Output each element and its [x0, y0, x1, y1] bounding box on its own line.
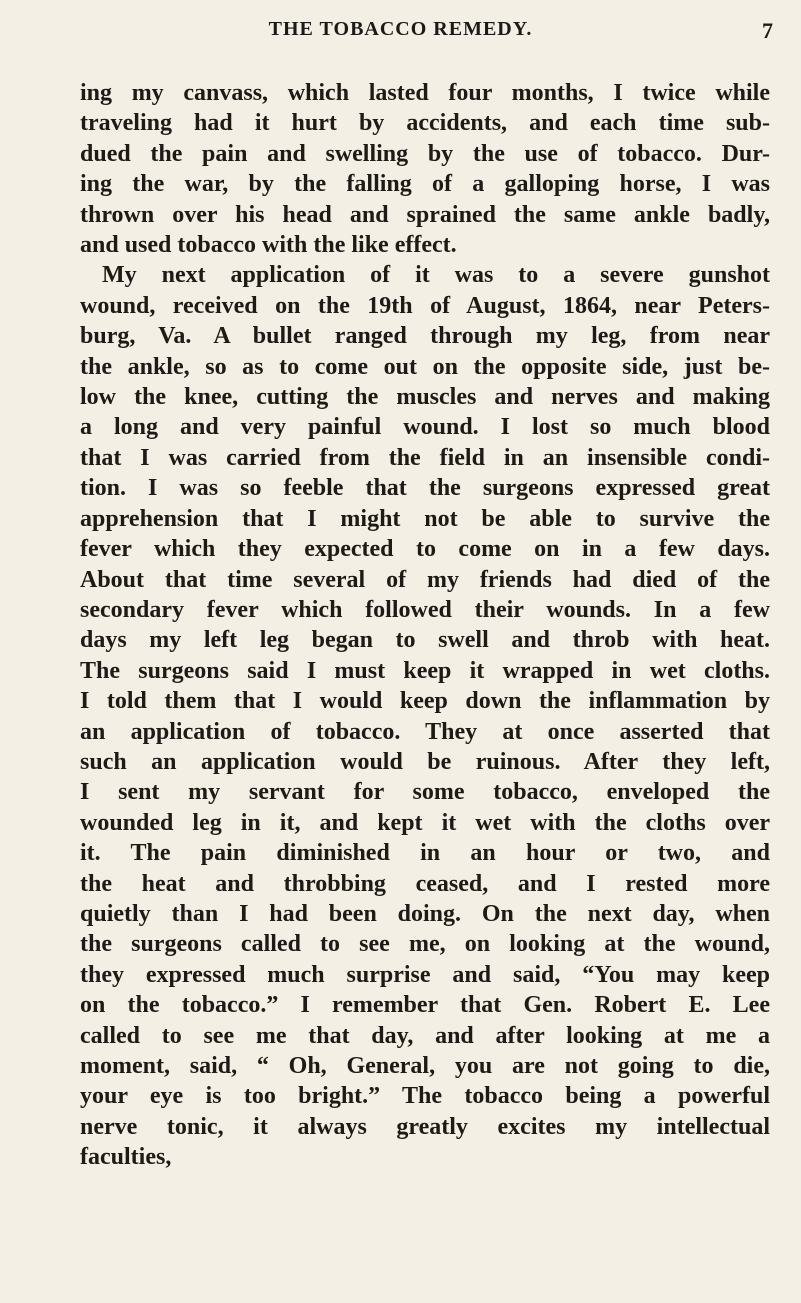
- text-line: a long and very painful wound. I lost so much blood: [80, 414, 770, 441]
- text-line: nerve tonic, it always greatly excites my intellectual: [80, 1113, 770, 1140]
- text-line: and used tobacco with the like effect.: [80, 232, 457, 259]
- text-line: they expressed much surprise and said, “You may keep: [80, 961, 770, 988]
- text-line: moment, said, “ Oh, General, you are not going to die,: [80, 1053, 770, 1079]
- text-line: the heat and throbbing ceased, and I rested more: [80, 870, 770, 897]
- text-line: My next application of it was to a severe gunshot: [102, 262, 770, 289]
- page-number: 7: [762, 18, 773, 43]
- text-line: I sent my servant for some tobacco, enveloped the: [80, 779, 770, 806]
- text-line: such an application would be ruinous. After they left,: [80, 748, 770, 775]
- text-line: an application of tobacco. They at once asserted that: [80, 718, 770, 745]
- text-line: ing the war, by the falling of a galloping horse, I was: [80, 171, 770, 198]
- text-line: fever which they expected to come on in a few days.: [80, 536, 770, 563]
- text-line: your eye is too bright.” The tobacco being a powerful: [80, 1083, 770, 1110]
- text-line: The surgeons said I must keep it wrapped in wet cloths.: [80, 657, 770, 684]
- body-text: [80, 78, 770, 1173]
- text-line: wound, received on the 19th of August, 1864, near Peters-: [80, 292, 770, 319]
- text-line: dued the pain and swelling by the use of tobacco. Dur-: [80, 140, 770, 167]
- text-line: thrown over his head and sprained the same ankle badly,: [80, 201, 770, 228]
- paragraph-2: [80, 260, 770, 1172]
- text-line: apprehension that I might not be able to survive the: [80, 505, 770, 532]
- page-header: [0, 18, 801, 44]
- text-line: low the knee, cutting the muscles and nerves and making: [80, 384, 770, 411]
- text-line: it. The pain diminished in an hour or two, and: [80, 840, 770, 867]
- paragraph-1: [80, 78, 770, 260]
- text-line: ing my canvass, which lasted four months, I twice while: [80, 80, 770, 106]
- text-line: the surgeons called to see me, on looking at the wound,: [80, 931, 770, 958]
- text-line: faculties,: [80, 1144, 172, 1171]
- text-line: the ankle, so as to come out on the opposite side, just be-: [80, 353, 770, 380]
- text-line: on the tobacco.” I remember that Gen. Robert E. Lee: [80, 992, 770, 1019]
- text-line: secondary fever which followed their wounds. In a few: [80, 596, 770, 623]
- text-line: burg, Va. A bullet ranged through my leg, from near: [80, 323, 770, 350]
- text-line: days my left leg began to swell and throb with heat.: [80, 627, 770, 654]
- text-line: that I was carried from the field in an insensible condi-: [80, 444, 770, 471]
- text-line: tion. I was so feeble that the surgeons expressed great: [80, 475, 770, 502]
- text-line: quietly than I had been doing. On the next day, when: [80, 900, 770, 927]
- running-head: THE TOBACCO REMEDY.: [268, 18, 533, 40]
- text-line: About that time several of my friends had died of the: [80, 566, 770, 593]
- text-line: I told them that I would keep down the inflammation by: [80, 688, 770, 715]
- text-line: traveling had it hurt by accidents, and each time sub-: [80, 110, 770, 137]
- text-line: wounded leg in it, and kept it wet with the cloths over: [80, 809, 770, 836]
- text-line: called to see me that day, and after looking at me a: [80, 1022, 770, 1049]
